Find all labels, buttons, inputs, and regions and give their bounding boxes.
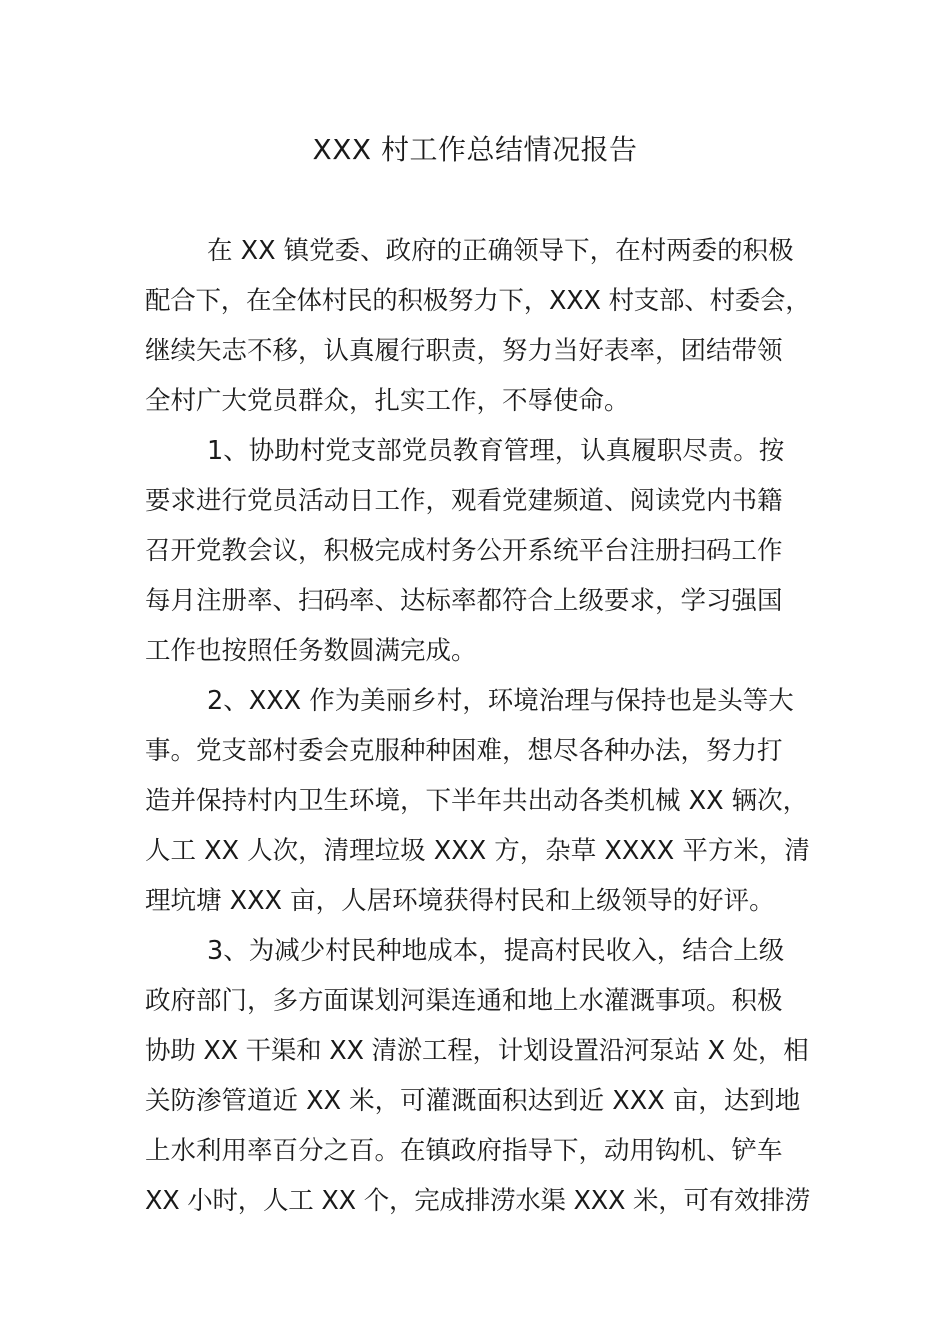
paragraph-3-line-1: 2、XXX 作为美丽乡村，环境治理与保持也是头等大	[207, 686, 794, 716]
paragraph-3-line-2: 事。党支部村委会克服种种困难，想尽各种办法，努力打	[145, 736, 783, 766]
paragraph-1-line-3: 继续矢志不移，认真履行职责，努力当好表率，团结带领	[145, 336, 783, 366]
paragraph-4-line-5: 上水利用率百分之百。在镇政府指导下，动用钩机、铲车	[145, 1136, 783, 1166]
paragraph-3-line-3: 造并保持村内卫生环境，下半年共出动各类机械 XX 辆次，	[145, 786, 809, 816]
document-body	[145, 226, 815, 1226]
paragraph-2-line-1: 1、协助村党支部党员教育管理，认真履职尽责。按	[207, 436, 785, 466]
paragraph-4-line-4: 关防渗管道近 XX 米，可灌溉面积达到近 XXX 亩，达到地	[145, 1086, 801, 1116]
paragraph-4-line-6: XX 小时，人工 XX 个，完成排涝水渠 XXX 米，可有效排涝	[145, 1186, 810, 1216]
paragraph-4-line-3: 协助 XX 干渠和 XX 清淤工程，计划设置沿河泵站 X 处，相	[145, 1036, 809, 1066]
paragraph-2-line-3: 召开党教会议，积极完成村务公开系统平台注册扫码工作	[145, 536, 783, 566]
paragraph-1-line-4: 全村广大党员群众，扎实工作，不辱使命。	[145, 386, 630, 416]
paragraph-4-line-2: 政府部门，多方面谋划河渠连通和地上水灌溉事项。积极	[145, 986, 783, 1016]
paragraph-1-line-1: 在 XX 镇党委、政府的正确领导下，在村两委的积极	[207, 236, 794, 266]
document-title: XXX 村工作总结情况报告	[312, 133, 638, 166]
paragraph-4-line-1: 3、为减少村民种地成本，提高村民收入，结合上级	[207, 936, 785, 966]
paragraph-1-line-2: 配合下，在全体村民的积极努力下，XXX 村支部、村委会，	[145, 286, 811, 316]
paragraph-3-line-4: 人工 XX 人次，清理垃圾 XXX 方，杂草 XXXX 平方米，清	[145, 836, 810, 866]
paragraph-2-line-4: 每月注册率、扫码率、达标率都符合上级要求，学习强国	[145, 586, 783, 616]
paragraph-2-line-2: 要求进行党员活动日工作，观看党建频道、阅读党内书籍	[145, 486, 783, 516]
paragraph-3-line-5: 理坑塘 XXX 亩，人居环境获得村民和上级领导的好评。	[145, 886, 775, 916]
paragraph-2-line-5: 工作也按照任务数圆满完成。	[145, 636, 477, 666]
